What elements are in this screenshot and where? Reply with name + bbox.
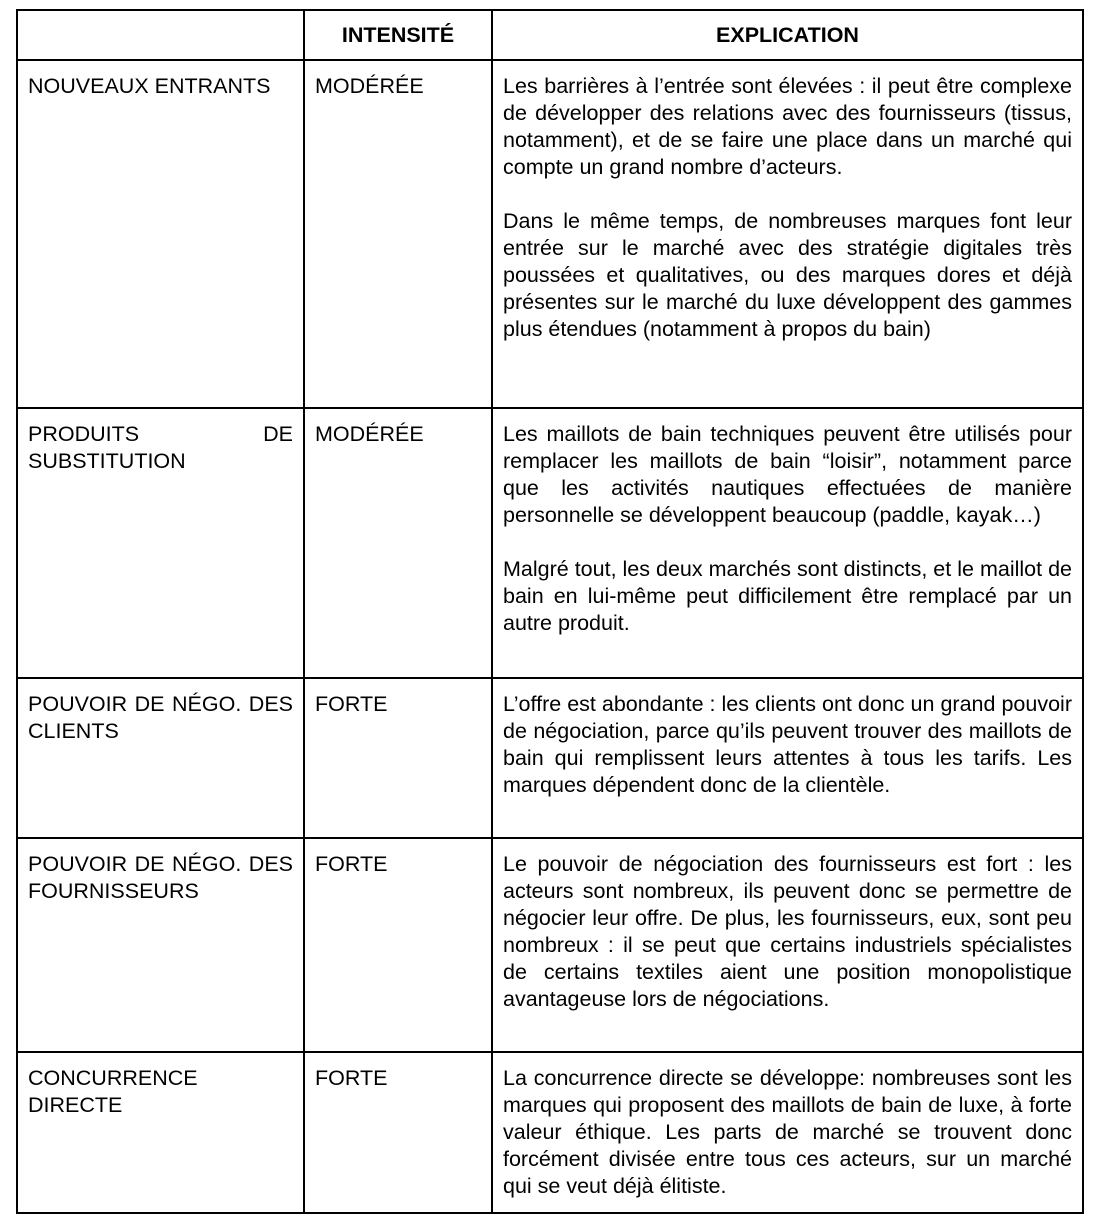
header-force xyxy=(17,10,304,60)
explanation-paragraph: Les maillots de bain techniques peuvent être utilisés pour remplacer les maillots de bain “loisir”, notamment parce que les activités nautiques effectuées de manière personnelle se développent beaucoup (paddle, kayak…) xyxy=(503,422,1072,527)
table-row xyxy=(17,1052,1083,1213)
explanation-paragraph: Le pouvoir de négociation des fournisseurs est fort : les acteurs sont nombreux, ils peuvent donc se permettre de négocier leur offre. De plus, les fournisseurs, eux, sont peu nombreux : il se peut que certains industriels spécialistes de certains textiles aient une position monopolistique avantageuse lors de négociations. xyxy=(503,852,1072,1011)
table-body xyxy=(17,60,1083,1213)
explanation-cell xyxy=(492,408,1083,678)
explanation-paragraph: Les barrières à l’entrée sont élevées : il peut être complexe de développer des relations avec des fournisseurs (tissus, notamment), et de se faire une place dans un marché qui compte un grand nombre d’acteurs. xyxy=(503,74,1072,179)
explanation-paragraph: Malgré tout, les deux marchés sont distincts, et le maillot de bain en lui-même peut difficilement être remplacé par un autre produit. xyxy=(503,557,1072,635)
table-header xyxy=(17,10,1083,60)
force-cell: PRODUITS DE SUBSTITUTION xyxy=(17,408,304,678)
intensity-cell: MODÉRÉE xyxy=(304,408,492,678)
table-row xyxy=(17,838,1083,1052)
explanation-cell xyxy=(492,1052,1083,1213)
table-row xyxy=(17,60,1083,408)
explanation-cell xyxy=(492,60,1083,408)
porter-forces-table xyxy=(16,9,1084,1214)
explanation-paragraph: Dans le même temps, de nombreuses marques font leur entrée sur le marché avec des stratégie digitales très poussées et qualitatives, ou des marques dores et déjà présentes sur le marché du luxe développent des gammes plus étendues (notamment à propos du bain) xyxy=(503,209,1072,341)
intensity-cell: FORTE xyxy=(304,838,492,1052)
intensity-cell: FORTE xyxy=(304,1052,492,1213)
intensity-cell: FORTE xyxy=(304,678,492,838)
header-explanation: EXPLICATION xyxy=(492,10,1083,60)
explanation-cell xyxy=(492,678,1083,838)
explanation-cell xyxy=(492,838,1083,1052)
force-cell: NOUVEAUX ENTRANTS xyxy=(17,60,304,408)
explanation-paragraph: La concurrence directe se développe: nombreuses sont les marques qui proposent des maillots de bain de luxe, à forte valeur éthique. Les parts de marché se trouvent donc forcément divisée entre tous ces acteurs, sur un marché qui se veut déjà élitiste. xyxy=(503,1066,1072,1198)
force-cell: POUVOIR DE NÉGO. DES CLIENTS xyxy=(17,678,304,838)
force-cell: CONCURRENCE DIRECTE xyxy=(17,1052,304,1213)
table-row xyxy=(17,678,1083,838)
table-row xyxy=(17,408,1083,678)
intensity-cell: MODÉRÉE xyxy=(304,60,492,408)
explanation-paragraph: L’offre est abondante : les clients ont donc un grand pouvoir de négociation, parce qu’ils peuvent trouver des maillots de bain qui remplissent leurs attentes à tous les tarifs. Les marques dépendent donc de la clientèle. xyxy=(503,692,1072,797)
force-cell: POUVOIR DE NÉGO. DES FOURNISSEURS xyxy=(17,838,304,1052)
header-row xyxy=(17,10,1083,60)
header-intensity: INTENSITÉ xyxy=(304,10,492,60)
